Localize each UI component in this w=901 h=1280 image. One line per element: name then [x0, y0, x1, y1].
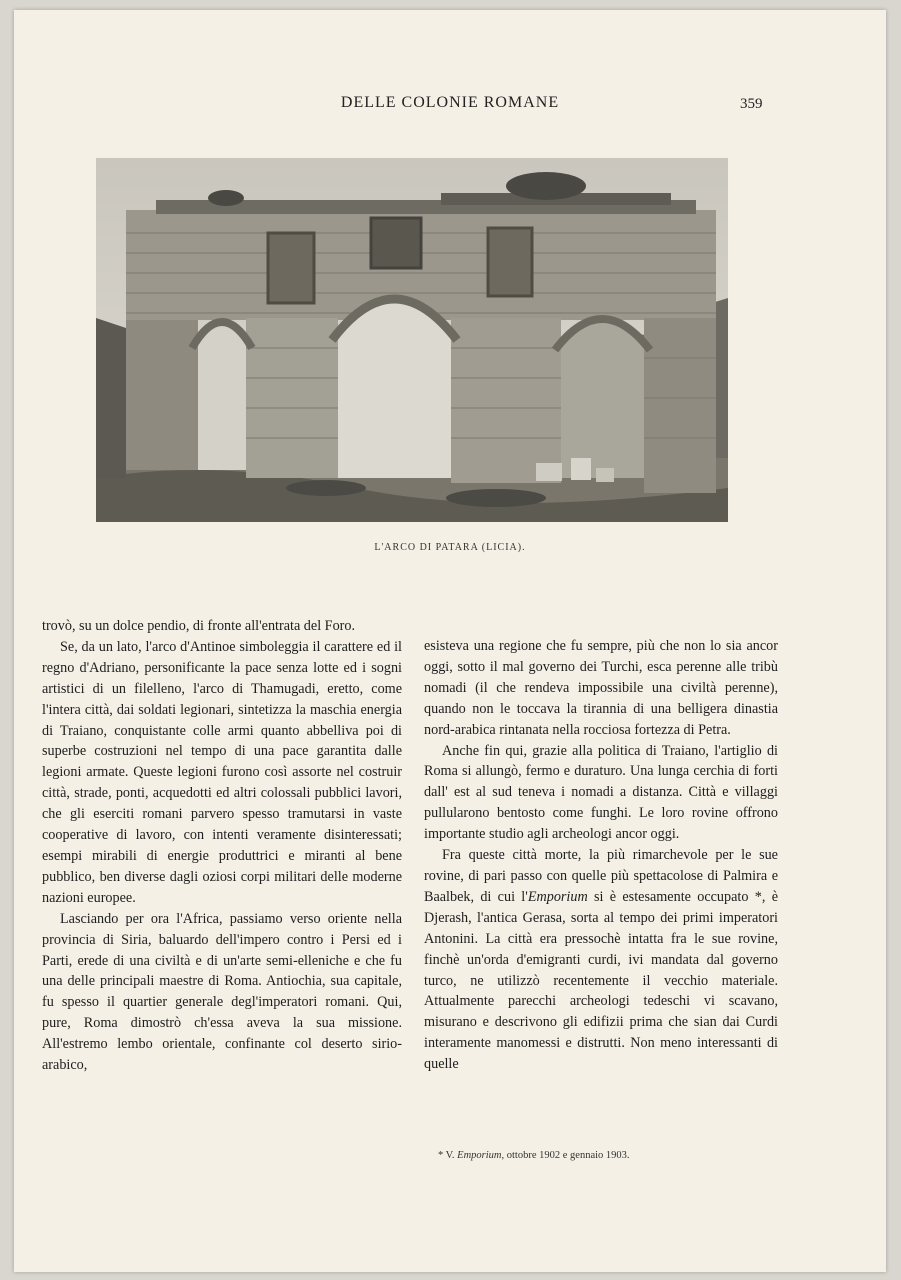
right-text-column — [424, 636, 778, 1075]
running-title: DELLE COLONIE ROMANE — [340, 94, 560, 111]
page-number: 359 — [740, 96, 763, 112]
text-run: si è estesamente occupato *, è Djerash, l'antica Gerasa, sorta al tempo dei primi imperatori Antonini. La città era pressochè intatta fra le sue rovine, finchè un'orda d'emigranti curdi, ivi mandata dal governo turco, ne utilizzò recentemente il vecchio materiale. Attualmente parecchi archeologi tedeschi vi scavano, misurano e descrivono gli edifizii prima che sian dai Curdi interamente manomessi e distrutti. Non meno interessanti di quelle — [424, 888, 778, 1073]
paragraph: Lasciando per ora l'Africa, passiamo verso oriente nella provincia di Siria, baluardo dell'impero contro i Persi ed i Parti, erede di una civiltà e di un'arte semi-elleniche e che fu una delle principali maestre di Roma. Antiochia, sua capitale, fu spesso il quartier generale degl'imperatori romani. Qui, pure, Roma dimostrò ch'essa aveva la sua missione. All'estremo lembo orientale, confinante col deserto sirio-arabico, — [42, 910, 402, 1074]
book-page — [14, 10, 886, 1272]
left-text-column — [42, 616, 402, 1076]
text-run: Fra queste città morte, la più rimarchevole per le sue rovine, di pari passo con quelle più spettacolose di Palmira e Baalbek, di cui l' — [424, 847, 778, 905]
paragraph: Anche fin qui, grazie alla politica di Traiano, l'artiglio di Roma si allungò, fermo e duraturo. Una lunga cerchia di forti dall' est al sud teneva i nomadi a distanza. Città e villaggi pullularono bentosto come funghi. Le loro rovine offrono importante studio agli archeologi ancor oggi. — [424, 742, 778, 843]
footnote — [438, 1150, 778, 1161]
text-run: * V. — [438, 1150, 458, 1161]
text-run: , ottobre 1902 e gennaio 1903. — [501, 1150, 630, 1161]
italic-title: Emporium — [527, 888, 588, 905]
arch-photograph — [96, 158, 728, 522]
paragraph — [424, 845, 778, 1075]
paragraph: trovò, su un dolce pendio, di fronte all'entrata del Foro. — [42, 618, 356, 634]
italic-title: Emporium — [457, 1150, 502, 1161]
figure-caption: L'ARCO DI PATARA (LICIA). — [374, 542, 526, 553]
paragraph: esisteva una regione che fu sempre, più che non lo sia ancor oggi, sotto il mal governo dei Turchi, esca perenne alle tribù nomadi (il che rendeva impossibile una civiltà perenne), quando non le toccava la tirannia di una belligera dinastia nord-arabica rintanata nella rocciosa fortezza di Petra. — [424, 638, 778, 738]
paragraph: Se, da un lato, l'arco d'Antinoe simboleggia il carattere ed il regno d'Adriano, personificante la pace senza lotte ed i sogni artistici di un filelleno, l'arco di Thamugadi, eretto, come l'intera città, dai soldati legionari, sintetizza la maschia energia di Traiano, conquistante colle armi quanto abbelliva poi di superbe costruzioni nel tempo di una pace garantita dalle legioni armate. Queste legioni furono così assorte nel costruir città, strade, ponti, acquedotti ed altri colossali pubblici lavori, che gli eserciti romani parvero spesso tramutarsi in vaste cooperative di lavoro, con intenti veramente disinteressati; esempi mirabili di energie produttrici e miranti al bene pubblico, ben diverse dagli oziosi corpi militari delle moderne nazioni europee. — [42, 638, 402, 906]
